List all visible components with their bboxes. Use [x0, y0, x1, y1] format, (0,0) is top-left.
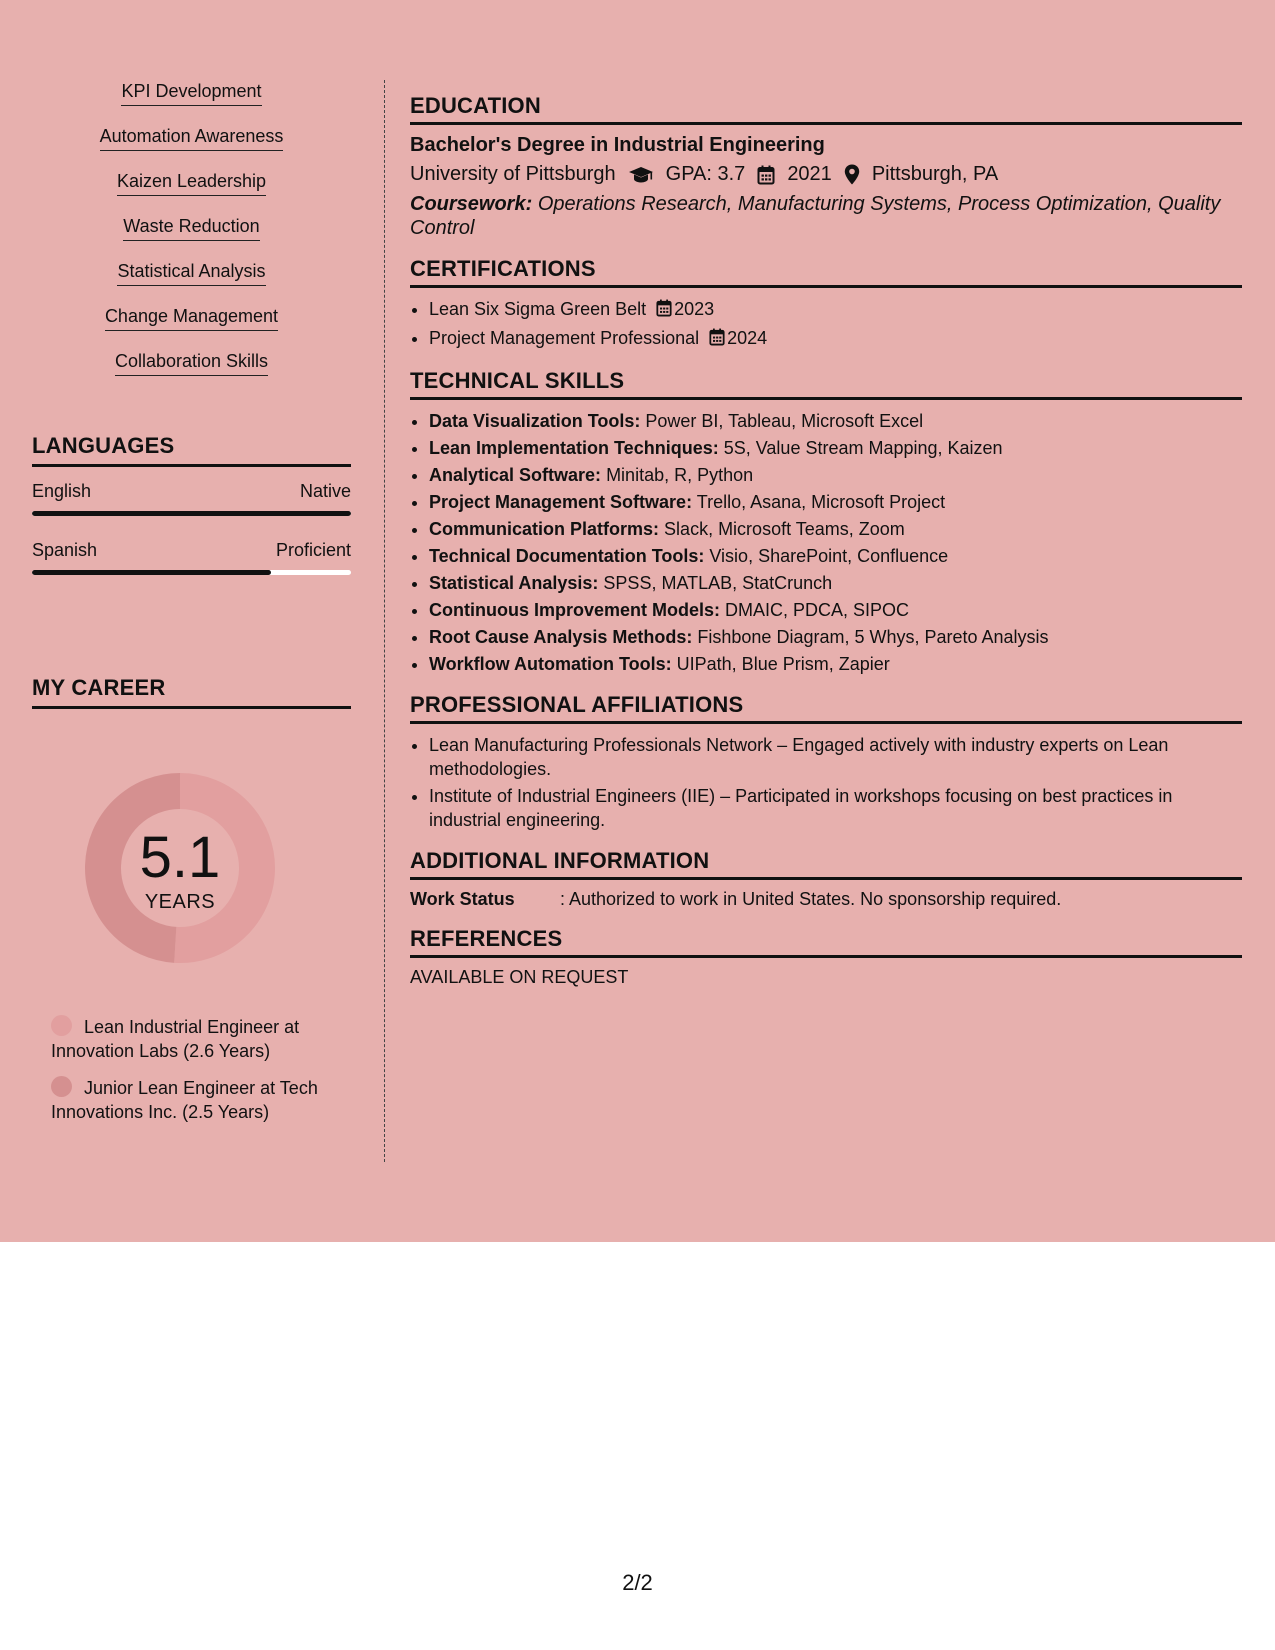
- calendar-icon: [709, 328, 725, 352]
- technical-skill-item: [429, 463, 1242, 487]
- education-meta: [410, 163, 1242, 186]
- references-heading: REFERENCES: [410, 926, 1242, 958]
- references-text: AVAILABLE ON REQUEST: [410, 967, 629, 987]
- affiliations-heading: PROFESSIONAL AFFILIATIONS: [410, 692, 1242, 724]
- additional-info-heading: ADDITIONAL INFORMATION: [410, 848, 1242, 880]
- certifications-list: [410, 297, 1242, 352]
- coursework-label: Coursework:: [410, 193, 533, 215]
- skill-label: Waste Reduction: [123, 215, 259, 241]
- legend-dot: [51, 1076, 72, 1097]
- skill-label: Statistical Analysis: [117, 260, 265, 286]
- page-number: 2/2: [622, 1570, 653, 1595]
- skills-list: [32, 80, 351, 395]
- technical-skill-value: Visio, SharePoint, Confluence: [709, 546, 949, 566]
- technical-skill-label: Technical Documentation Tools:: [429, 546, 705, 566]
- work-status-label: Work Status: [410, 889, 515, 909]
- affiliations-list: [410, 733, 1242, 832]
- certifications-section: [410, 256, 1242, 352]
- certification-item: [429, 326, 1242, 352]
- career-legend-label: Lean Industrial Engineer at Innovation Labs (2.6 Years): [51, 1017, 300, 1061]
- affiliation-item: • Lean Manufacturing Professionals Network – Engaged actively with industry experts on Lean methodologies.: [429, 733, 1242, 781]
- skill-item: [32, 80, 351, 125]
- sidebar: [32, 80, 351, 395]
- technical-skill-value: SPSS, MATLAB, StatCrunch: [603, 573, 833, 593]
- skill-label: Change Management: [105, 305, 278, 331]
- technical-skill-value: UIPath, Blue Prism, Zapier: [676, 654, 890, 674]
- language-bar: [32, 511, 351, 516]
- main-column: [410, 93, 1242, 1004]
- references-section: [410, 926, 1242, 988]
- technical-skill-value: Minitab, R, Python: [606, 465, 754, 485]
- languages-section: [32, 433, 351, 575]
- language-row: [32, 481, 351, 502]
- technical-skill-value: Slack, Microsoft Teams, Zoom: [664, 519, 905, 539]
- location-pin-icon: [844, 164, 860, 185]
- technical-skill-item: [429, 436, 1242, 460]
- work-status-value: : Authorized to work in United States. No sponsorship required.: [560, 889, 1062, 909]
- coursework-list: Operations Research, Manufacturing Systems, Process Optimization, Quality Control: [410, 193, 1221, 239]
- language-item: [32, 540, 351, 575]
- language-item: [32, 481, 351, 516]
- skill-item: [32, 350, 351, 395]
- career-legend-item: [51, 1015, 351, 1063]
- languages-heading: LANGUAGES: [32, 433, 351, 467]
- career-total-years: 5.1: [139, 825, 221, 890]
- skill-item: [32, 125, 351, 170]
- technical-skill-label: Analytical Software:: [429, 465, 602, 485]
- technical-skill-label: Continuous Improvement Models:: [429, 600, 721, 620]
- language-name: English: [32, 481, 92, 501]
- skill-item: [32, 215, 351, 260]
- work-status-row: [410, 889, 1242, 910]
- language-row: [32, 540, 351, 561]
- school-location: Pittsburgh, PA: [871, 163, 999, 185]
- technical-skill-label: Root Cause Analysis Methods:: [429, 627, 693, 647]
- graduation-year: 2021: [787, 163, 832, 185]
- graduation-cap-icon: [628, 166, 654, 184]
- career-legend: [51, 1015, 351, 1137]
- technical-skill-item: [429, 652, 1242, 676]
- technical-skill-label: Lean Implementation Techniques:: [429, 438, 719, 458]
- affiliation-item: • Institute of Industrial Engineers (IIE) – Participated in workshops focusing on best practices in industrial engineering.: [429, 784, 1242, 832]
- language-bar-fill: [32, 570, 271, 575]
- skill-label: Kaizen Leadership: [117, 170, 266, 196]
- language-bar-fill: [32, 511, 351, 516]
- technical-skill-item: [429, 598, 1242, 622]
- skill-label: KPI Development: [121, 80, 261, 106]
- technical-skills-heading: TECHNICAL SKILLS: [410, 368, 1242, 400]
- affiliations-section: [410, 692, 1242, 832]
- technical-skill-item: [429, 625, 1242, 649]
- education-heading: EDUCATION: [410, 93, 1242, 125]
- technical-skill-label: Data Visualization Tools:: [429, 411, 641, 431]
- certification-name: Project Management Professional: [429, 328, 700, 348]
- career-legend-label: Junior Lean Engineer at Tech Innovations Inc. (2.5 Years): [51, 1078, 318, 1122]
- career-section: [32, 675, 351, 1122]
- calendar-icon: [656, 299, 672, 323]
- column-divider: [384, 80, 385, 1162]
- technical-skill-item: [429, 517, 1242, 541]
- technical-skill-item: [429, 490, 1242, 514]
- skill-item: [32, 170, 351, 215]
- language-level: Proficient: [275, 540, 351, 560]
- skill-item: [32, 260, 351, 305]
- technical-skill-item: [429, 544, 1242, 568]
- coursework: [410, 192, 1242, 240]
- skill-label: Collaboration Skills: [115, 350, 268, 376]
- technical-skill-value: 5S, Value Stream Mapping, Kaizen: [723, 438, 1003, 458]
- technical-skill-value: Trello, Asana, Microsoft Project: [696, 492, 946, 512]
- technical-skill-item: [429, 409, 1242, 433]
- career-legend-item: [51, 1076, 351, 1124]
- legend-dot: [51, 1015, 72, 1036]
- certification-year: 2023: [674, 299, 715, 319]
- school-name: University of Pittsburgh: [410, 163, 616, 185]
- donut-center: [67, 755, 293, 981]
- technical-skill-label: Project Management Software:: [429, 492, 693, 512]
- technical-skill-value: DMAIC, PDCA, SIPOC: [725, 600, 910, 620]
- language-name: Spanish: [32, 540, 98, 560]
- technical-skill-label: Workflow Automation Tools:: [429, 654, 672, 674]
- certification-year: 2024: [727, 328, 768, 348]
- technical-skill-item: [429, 571, 1242, 595]
- certification-name: Lean Six Sigma Green Belt: [429, 299, 647, 319]
- career-heading: MY CAREER: [32, 675, 351, 709]
- degree-title: Bachelor's Degree in Industrial Engineering: [410, 134, 825, 156]
- additional-info-section: [410, 848, 1242, 910]
- gpa: GPA: 3.7: [665, 163, 746, 185]
- career-years-unit: YEARS: [144, 891, 216, 913]
- skill-item: [32, 305, 351, 350]
- language-level: Native: [299, 481, 351, 501]
- technical-skills-section: [410, 368, 1242, 676]
- technical-skill-label: Statistical Analysis:: [429, 573, 599, 593]
- education-section: [410, 93, 1242, 240]
- technical-skill-value: Fishbone Diagram, 5 Whys, Pareto Analysis: [697, 627, 1049, 647]
- technical-skill-label: Communication Platforms:: [429, 519, 660, 539]
- technical-skill-value: Power BI, Tableau, Microsoft Excel: [645, 411, 924, 431]
- certification-item: [429, 297, 1242, 323]
- technical-skills-list: [410, 409, 1242, 676]
- skill-label: Automation Awareness: [100, 125, 284, 151]
- calendar-icon: [757, 165, 775, 185]
- career-donut-chart: [67, 755, 293, 981]
- certifications-heading: CERTIFICATIONS: [410, 256, 1242, 288]
- language-bar: [32, 570, 351, 575]
